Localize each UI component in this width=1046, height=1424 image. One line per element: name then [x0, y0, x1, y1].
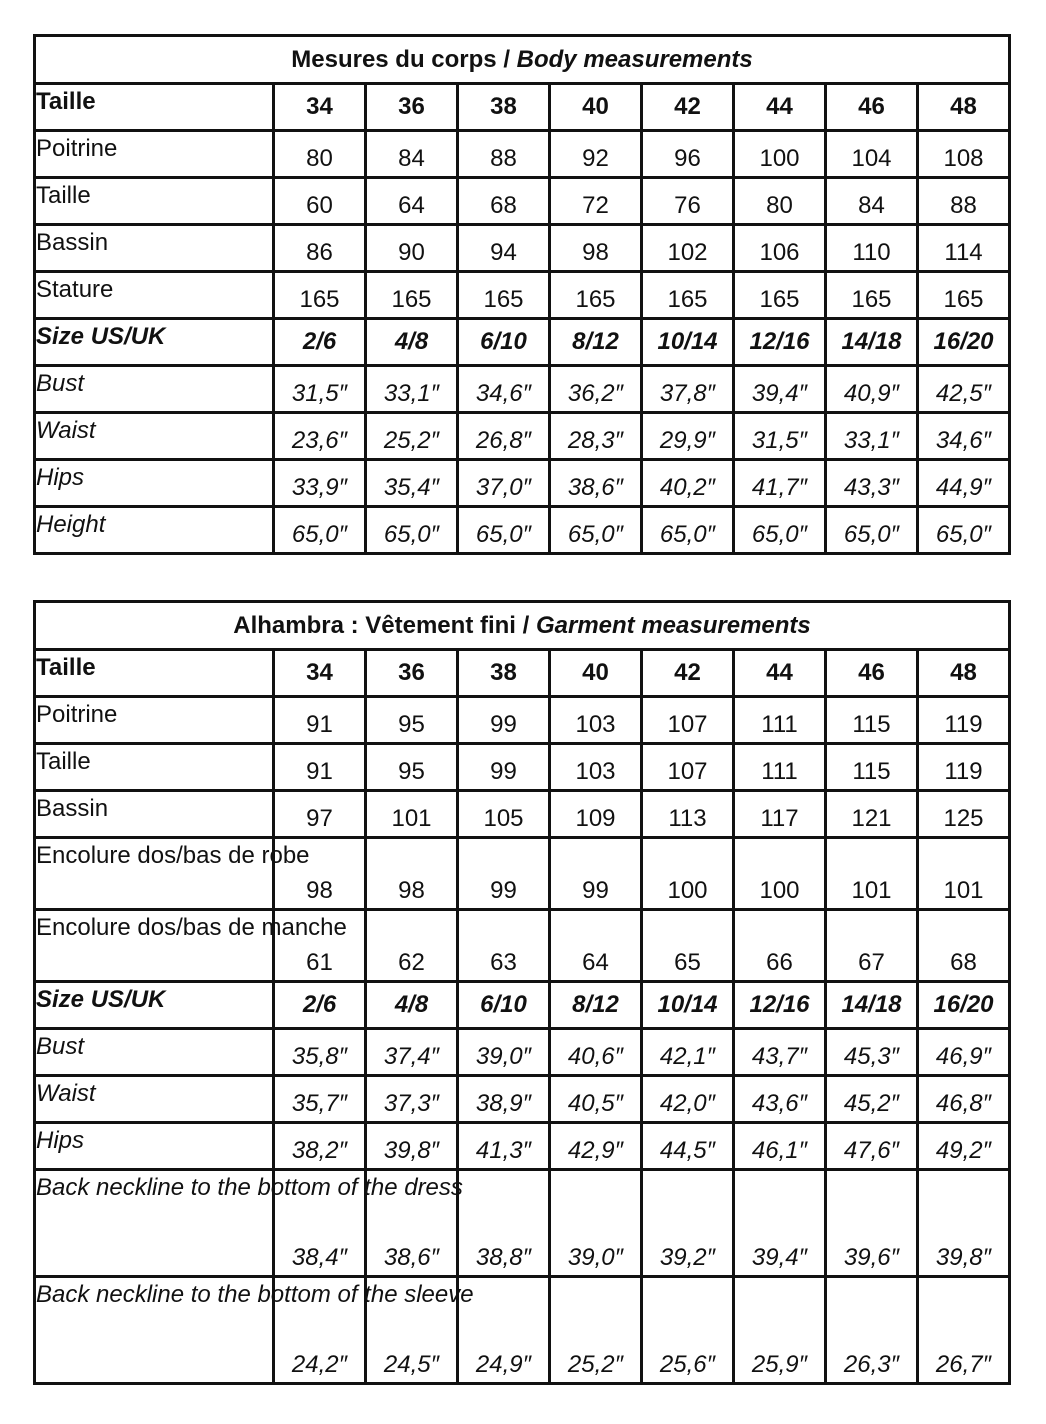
- table-cell: 45,3″: [826, 1029, 918, 1076]
- table-row: [35, 1029, 1010, 1076]
- row-label: Bust: [35, 1029, 274, 1076]
- table-title-row: [35, 602, 1010, 650]
- table-cell: 64: [366, 178, 458, 225]
- table-row: [35, 1170, 1010, 1277]
- size-header-label: Taille: [35, 84, 274, 131]
- table-cell: 24,5″: [366, 1277, 458, 1384]
- table-cell: 40,6″: [550, 1029, 642, 1076]
- table-cell: 42,0″: [642, 1076, 734, 1123]
- table-cell: 115: [826, 697, 918, 744]
- us-size-cell: 4/8: [366, 982, 458, 1029]
- title-english: Garment measurements: [535, 611, 811, 639]
- row-label: Bust: [35, 366, 274, 413]
- table-cell: 103: [550, 697, 642, 744]
- table-cell: 31,5″: [274, 366, 366, 413]
- table-cell: 25,2″: [366, 413, 458, 460]
- table-cell: 65,0″: [642, 507, 734, 554]
- table-cell: 98: [366, 838, 458, 910]
- row-label: Back neckline to the bottom of the sleeve: [35, 1277, 274, 1384]
- table-cell: 84: [826, 178, 918, 225]
- table-cell: 119: [918, 697, 1010, 744]
- table-row: [35, 697, 1010, 744]
- table-cell: 24,9″: [458, 1277, 550, 1384]
- size-header-cell: 42: [642, 84, 734, 131]
- table-cell: 90: [366, 225, 458, 272]
- table-cell: 61: [274, 910, 366, 982]
- size-header-cell: 40: [550, 650, 642, 697]
- row-label: Encolure dos/bas de robe: [35, 838, 274, 910]
- table-cell: 106: [734, 225, 826, 272]
- us-size-cell: 14/18: [826, 982, 918, 1029]
- table-row: [35, 791, 1010, 838]
- table-cell: 34,6″: [918, 413, 1010, 460]
- us-size-cell: 12/16: [734, 319, 826, 366]
- table-row: [35, 131, 1010, 178]
- table-cell: 43,7″: [734, 1029, 826, 1076]
- row-label: Encolure dos/bas de manche: [35, 910, 274, 982]
- table-cell: 97: [274, 791, 366, 838]
- table-cell: 49,2″: [918, 1123, 1010, 1170]
- table-cell: 65,0″: [734, 507, 826, 554]
- table-cell: 76: [642, 178, 734, 225]
- table-cell: 39,8″: [366, 1123, 458, 1170]
- table-cell: 125: [918, 791, 1010, 838]
- table-cell: 107: [642, 744, 734, 791]
- us-size-header-row: [35, 982, 1010, 1029]
- table-cell: 39,8″: [918, 1170, 1010, 1277]
- us-size-cell: 2/6: [274, 319, 366, 366]
- table-cell: 96: [642, 131, 734, 178]
- us-size-cell: 12/16: [734, 982, 826, 1029]
- size-header-cell: 48: [918, 650, 1010, 697]
- table-cell: 65,0″: [826, 507, 918, 554]
- row-label: Bassin: [35, 225, 274, 272]
- table-row: [35, 272, 1010, 319]
- size-header-cell: 48: [918, 84, 1010, 131]
- size-header-label: Taille: [35, 650, 274, 697]
- table-cell: 65,0″: [918, 507, 1010, 554]
- table-cell: 36,2″: [550, 366, 642, 413]
- table-cell: 39,0″: [458, 1029, 550, 1076]
- table-cell: 111: [734, 744, 826, 791]
- table-cell: 91: [274, 697, 366, 744]
- table-cell: 62: [366, 910, 458, 982]
- table-cell: 95: [366, 744, 458, 791]
- table-cell: 23,6″: [274, 413, 366, 460]
- table-cell: 105: [458, 791, 550, 838]
- table-cell: 37,3″: [366, 1076, 458, 1123]
- table-row: [35, 366, 1010, 413]
- table-cell: 25,9″: [734, 1277, 826, 1384]
- table-cell: 47,6″: [826, 1123, 918, 1170]
- table-cell: 37,4″: [366, 1029, 458, 1076]
- table-cell: 65,0″: [274, 507, 366, 554]
- table-cell: 37,0″: [458, 460, 550, 507]
- table-row: [35, 178, 1010, 225]
- table-cell: 84: [366, 131, 458, 178]
- us-size-label: Size US/UK: [35, 982, 274, 1029]
- table-cell: 91: [274, 744, 366, 791]
- table-cell: 119: [918, 744, 1010, 791]
- table-cell: 165: [918, 272, 1010, 319]
- table-cell: 117: [734, 791, 826, 838]
- table-row: [35, 225, 1010, 272]
- size-header-cell: 36: [366, 84, 458, 131]
- table-cell: 115: [826, 744, 918, 791]
- table-row: [35, 744, 1010, 791]
- row-label: Hips: [35, 460, 274, 507]
- us-size-cell: 10/14: [642, 982, 734, 1029]
- us-size-header-row: [35, 319, 1010, 366]
- table-cell: 26,3″: [826, 1277, 918, 1384]
- table-cell: 67: [826, 910, 918, 982]
- table-cell: 165: [274, 272, 366, 319]
- table-cell: 46,9″: [918, 1029, 1010, 1076]
- us-size-cell: 8/12: [550, 319, 642, 366]
- table-cell: 88: [918, 178, 1010, 225]
- size-header-cell: 34: [274, 650, 366, 697]
- title-english: Body measurements: [516, 45, 753, 73]
- row-label: Height: [35, 507, 274, 554]
- title-french: Alhambra : Vêtement fini /: [233, 611, 536, 639]
- row-label: Poitrine: [35, 131, 274, 178]
- table-cell: 34,6″: [458, 366, 550, 413]
- table-cell: 165: [550, 272, 642, 319]
- table-title: [35, 602, 1010, 650]
- table-cell: 38,9″: [458, 1076, 550, 1123]
- size-header-cell: 44: [734, 650, 826, 697]
- table-cell: 165: [826, 272, 918, 319]
- row-label: Taille: [35, 178, 274, 225]
- table-cell: 44,9″: [918, 460, 1010, 507]
- title-french: Mesures du corps /: [291, 45, 517, 73]
- size-header-row: [35, 84, 1010, 131]
- garment-measurements-table: [33, 600, 1011, 1385]
- table-cell: 26,8″: [458, 413, 550, 460]
- us-size-cell: 10/14: [642, 319, 734, 366]
- table-cell: 165: [366, 272, 458, 319]
- row-label: Waist: [35, 413, 274, 460]
- table-cell: 110: [826, 225, 918, 272]
- table-cell: 102: [642, 225, 734, 272]
- table-row: [35, 1123, 1010, 1170]
- size-header-cell: 46: [826, 650, 918, 697]
- table-cell: 103: [550, 744, 642, 791]
- table-cell: 43,3″: [826, 460, 918, 507]
- table-cell: 28,3″: [550, 413, 642, 460]
- size-header-cell: 34: [274, 84, 366, 131]
- table-cell: 38,4″: [274, 1170, 366, 1277]
- us-size-cell: 16/20: [918, 982, 1010, 1029]
- row-label: Taille: [35, 744, 274, 791]
- table-cell: 46,1″: [734, 1123, 826, 1170]
- table-cell: 99: [458, 838, 550, 910]
- table-cell: 35,8″: [274, 1029, 366, 1076]
- table-cell: 65: [642, 910, 734, 982]
- table-cell: 99: [550, 838, 642, 910]
- us-size-cell: 14/18: [826, 319, 918, 366]
- table-cell: 25,6″: [642, 1277, 734, 1384]
- table-cell: 39,0″: [550, 1170, 642, 1277]
- table-cell: 33,1″: [366, 366, 458, 413]
- table-cell: 92: [550, 131, 642, 178]
- table-cell: 39,6″: [826, 1170, 918, 1277]
- table-cell: 95: [366, 697, 458, 744]
- row-label: Stature: [35, 272, 274, 319]
- table-cell: 46,8″: [918, 1076, 1010, 1123]
- size-header-cell: 44: [734, 84, 826, 131]
- table-cell: 42,9″: [550, 1123, 642, 1170]
- table-cell: 114: [918, 225, 1010, 272]
- table-cell: 100: [734, 131, 826, 178]
- table-cell: 72: [550, 178, 642, 225]
- table-cell: 66: [734, 910, 826, 982]
- table-cell: 165: [642, 272, 734, 319]
- size-header-cell: 38: [458, 84, 550, 131]
- us-size-cell: 6/10: [458, 982, 550, 1029]
- table-cell: 33,1″: [826, 413, 918, 460]
- us-size-cell: 8/12: [550, 982, 642, 1029]
- table-cell: 88: [458, 131, 550, 178]
- us-size-cell: 4/8: [366, 319, 458, 366]
- row-label: Poitrine: [35, 697, 274, 744]
- size-header-cell: 36: [366, 650, 458, 697]
- table-cell: 24,2″: [274, 1277, 366, 1384]
- table-cell: 35,4″: [366, 460, 458, 507]
- table-cell: 100: [734, 838, 826, 910]
- table-cell: 65,0″: [366, 507, 458, 554]
- table-cell: 99: [458, 744, 550, 791]
- table-row: [35, 507, 1010, 554]
- table-cell: 41,7″: [734, 460, 826, 507]
- table-cell: 80: [734, 178, 826, 225]
- table-cell: 39,4″: [734, 366, 826, 413]
- table-title-row: [35, 36, 1010, 84]
- table-row: [35, 1277, 1010, 1384]
- table-row: [35, 910, 1010, 982]
- us-size-cell: 6/10: [458, 319, 550, 366]
- table-cell: 86: [274, 225, 366, 272]
- table-cell: 100: [642, 838, 734, 910]
- table-cell: 38,6″: [366, 1170, 458, 1277]
- table-cell: 37,8″: [642, 366, 734, 413]
- table-cell: 98: [550, 225, 642, 272]
- us-size-cell: 2/6: [274, 982, 366, 1029]
- size-header-cell: 42: [642, 650, 734, 697]
- table-cell: 40,2″: [642, 460, 734, 507]
- table-row: [35, 1076, 1010, 1123]
- table-cell: 43,6″: [734, 1076, 826, 1123]
- table-cell: 38,6″: [550, 460, 642, 507]
- table-cell: 26,7″: [918, 1277, 1010, 1384]
- table-cell: 108: [918, 131, 1010, 178]
- size-header-cell: 40: [550, 84, 642, 131]
- size-header-cell: 46: [826, 84, 918, 131]
- row-label: Back neckline to the bottom of the dress: [35, 1170, 274, 1277]
- table-cell: 64: [550, 910, 642, 982]
- table-cell: 98: [274, 838, 366, 910]
- table-cell: 45,2″: [826, 1076, 918, 1123]
- table-cell: 63: [458, 910, 550, 982]
- table-title: [35, 36, 1010, 84]
- table-cell: 33,9″: [274, 460, 366, 507]
- table-cell: 25,2″: [550, 1277, 642, 1384]
- table-cell: 42,5″: [918, 366, 1010, 413]
- table-row: [35, 838, 1010, 910]
- table-row: [35, 460, 1010, 507]
- table-cell: 101: [918, 838, 1010, 910]
- us-size-label: Size US/UK: [35, 319, 274, 366]
- table-cell: 80: [274, 131, 366, 178]
- table-cell: 111: [734, 697, 826, 744]
- table-cell: 41,3″: [458, 1123, 550, 1170]
- table-cell: 29,9″: [642, 413, 734, 460]
- body-measurements-table: [33, 34, 1011, 555]
- row-label: Waist: [35, 1076, 274, 1123]
- table-cell: 42,1″: [642, 1029, 734, 1076]
- table-cell: 35,7″: [274, 1076, 366, 1123]
- table-cell: 38,8″: [458, 1170, 550, 1277]
- table-cell: 94: [458, 225, 550, 272]
- size-header-row: [35, 650, 1010, 697]
- table-cell: 38,2″: [274, 1123, 366, 1170]
- table-cell: 99: [458, 697, 550, 744]
- table-cell: 101: [366, 791, 458, 838]
- table-cell: 40,5″: [550, 1076, 642, 1123]
- table-cell: 60: [274, 178, 366, 225]
- table-cell: 31,5″: [734, 413, 826, 460]
- row-label: Bassin: [35, 791, 274, 838]
- table-cell: 68: [458, 178, 550, 225]
- table-cell: 107: [642, 697, 734, 744]
- table-cell: 44,5″: [642, 1123, 734, 1170]
- table-cell: 39,2″: [642, 1170, 734, 1277]
- table-cell: 165: [734, 272, 826, 319]
- row-label: Hips: [35, 1123, 274, 1170]
- table-row: [35, 413, 1010, 460]
- table-cell: 65,0″: [458, 507, 550, 554]
- table-cell: 104: [826, 131, 918, 178]
- us-size-cell: 16/20: [918, 319, 1010, 366]
- table-cell: 68: [918, 910, 1010, 982]
- table-cell: 65,0″: [550, 507, 642, 554]
- table-cell: 109: [550, 791, 642, 838]
- table-cell: 121: [826, 791, 918, 838]
- size-header-cell: 38: [458, 650, 550, 697]
- table-cell: 39,4″: [734, 1170, 826, 1277]
- table-cell: 113: [642, 791, 734, 838]
- table-cell: 101: [826, 838, 918, 910]
- table-cell: 165: [458, 272, 550, 319]
- table-cell: 40,9″: [826, 366, 918, 413]
